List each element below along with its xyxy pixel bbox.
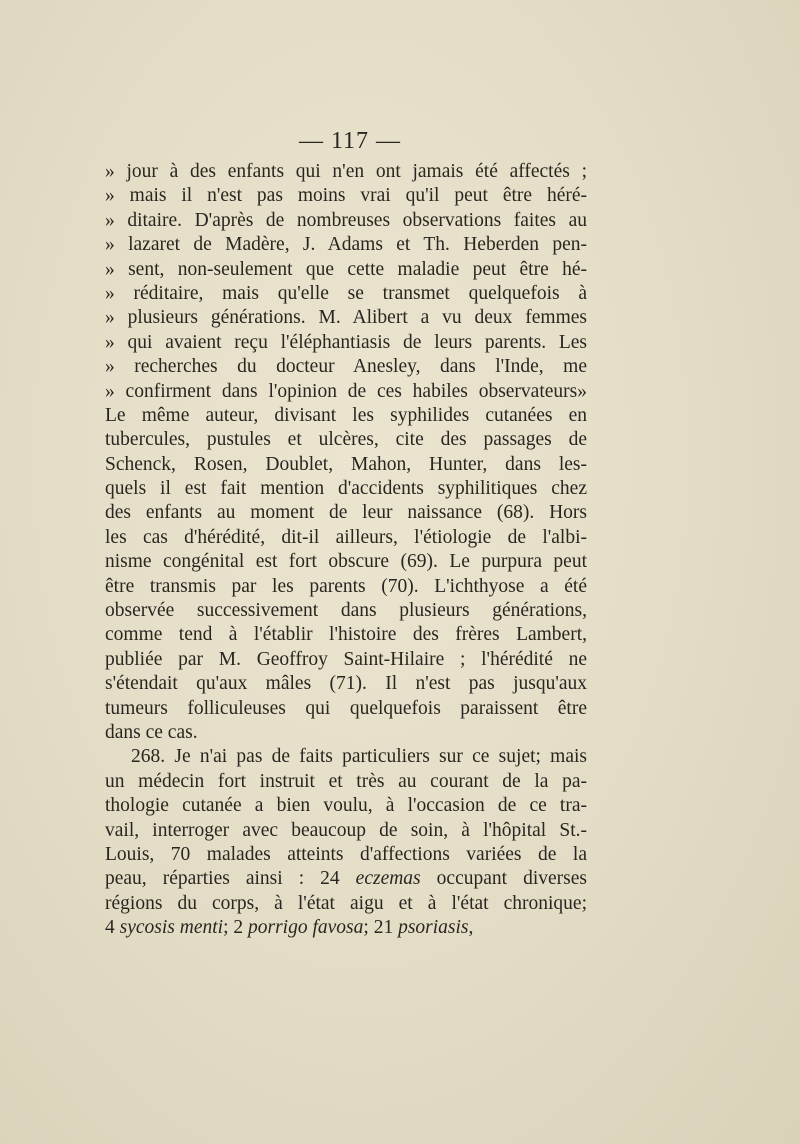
text-line: comme tend à l'établir l'histoire des frères Lambert, <box>105 624 587 646</box>
text-line: être transmis par les parents (70). L'ichthyose a été <box>105 575 587 597</box>
text-line: Louis, 70 malades atteints d'affections variées de la <box>105 843 587 865</box>
separator-2: ; <box>363 917 369 939</box>
text-line: » réditaire, mais qu'elle se transmet quelquefois à <box>105 282 587 304</box>
text-line: tubercules, pustules et ulcères, cite des passages de <box>105 429 587 451</box>
text-line: s'étendait qu'aux mâles (71). Il n'est pas jusqu'aux <box>105 673 587 695</box>
text-line: » recherches du docteur Anesley, dans l'Inde, me <box>105 356 587 378</box>
text-line: » mais il n'est pas moins vrai qu'il peut être héré- <box>105 185 587 207</box>
text-line: des enfants au moment de leur naissance (68). Hors <box>105 502 587 524</box>
paragraph-1 <box>105 160 587 745</box>
count-3: 21 <box>373 917 394 939</box>
text-line: » lazaret de Madère, J. Adams et Th. Heberden pen- <box>105 234 587 256</box>
text-line: 268. Je n'ai pas de faits particuliers sur ce sujet; mais <box>131 746 587 768</box>
text-line: peau, réparties ainsi : 24 eczemas occupant diverses <box>105 868 587 890</box>
text-line: » qui avaient reçu l'éléphantiasis de leurs parents. Les <box>105 331 587 353</box>
text-line: » jour à des enfants qui n'en ont jamais été affectés ; <box>105 161 587 182</box>
text-line: un médecin fort instruit et très au courant de la pa- <box>105 770 587 792</box>
count-2: 2 <box>233 917 244 939</box>
text-line: » confirment dans l'opinion de ces habiles observateurs» <box>105 380 587 402</box>
text-line: nisme congénital est fort obscure (69). Le purpura peut <box>105 551 587 573</box>
count-1: 4 <box>105 917 115 939</box>
text-line: » sent, non-seulement que cette maladie peut être hé- <box>105 258 587 280</box>
body-text <box>105 160 587 941</box>
separator-1: ; <box>223 917 229 939</box>
text-line: publiée par M. Geoffroy Saint-Hilaire ; l'hérédité ne <box>105 648 587 670</box>
text-line: Schenck, Rosen, Doublet, Mahon, Hunter, dans les- <box>105 453 587 475</box>
text-line: les cas d'hérédité, dit-il ailleurs, l'étiologie de l'albi- <box>105 526 587 548</box>
text-line-final <box>105 916 587 940</box>
text-line: quels il est fait mention d'accidents syphilitiques chez <box>105 478 587 500</box>
disease-term-1: sycosis menti <box>119 917 224 939</box>
text-line: observée successivement dans plusieurs générations, <box>105 600 587 622</box>
paragraph-2 <box>105 745 587 916</box>
text-line: dans ce cas. <box>105 721 198 743</box>
text-line: » plusieurs générations. M. Alibert a vu deux femmes <box>105 307 587 329</box>
text-line: Le même auteur, divisant les syphilides cutanées en <box>105 404 587 426</box>
separator-3: , <box>468 917 474 939</box>
disease-term-eczemas: eczemas <box>355 868 421 890</box>
text-line: régions du corps, à l'état aigu et à l'état chronique; <box>105 892 587 914</box>
text-line: » ditaire. D'après de nombreuses observations faites au <box>105 209 587 231</box>
text-line: tumeurs folliculeuses qui quelquefois paraissent être <box>105 697 587 719</box>
disease-term-2: porrigo favosa <box>248 917 364 939</box>
text-line: vail, interroger avec beaucoup de soin, à l'hôpital St.- <box>105 819 587 841</box>
page-number: — 117 — <box>298 128 402 154</box>
text-line: thologie cutanée a bien voulu, à l'occasion de ce tra- <box>105 795 587 817</box>
disease-term-3: psoriasis <box>398 917 469 939</box>
